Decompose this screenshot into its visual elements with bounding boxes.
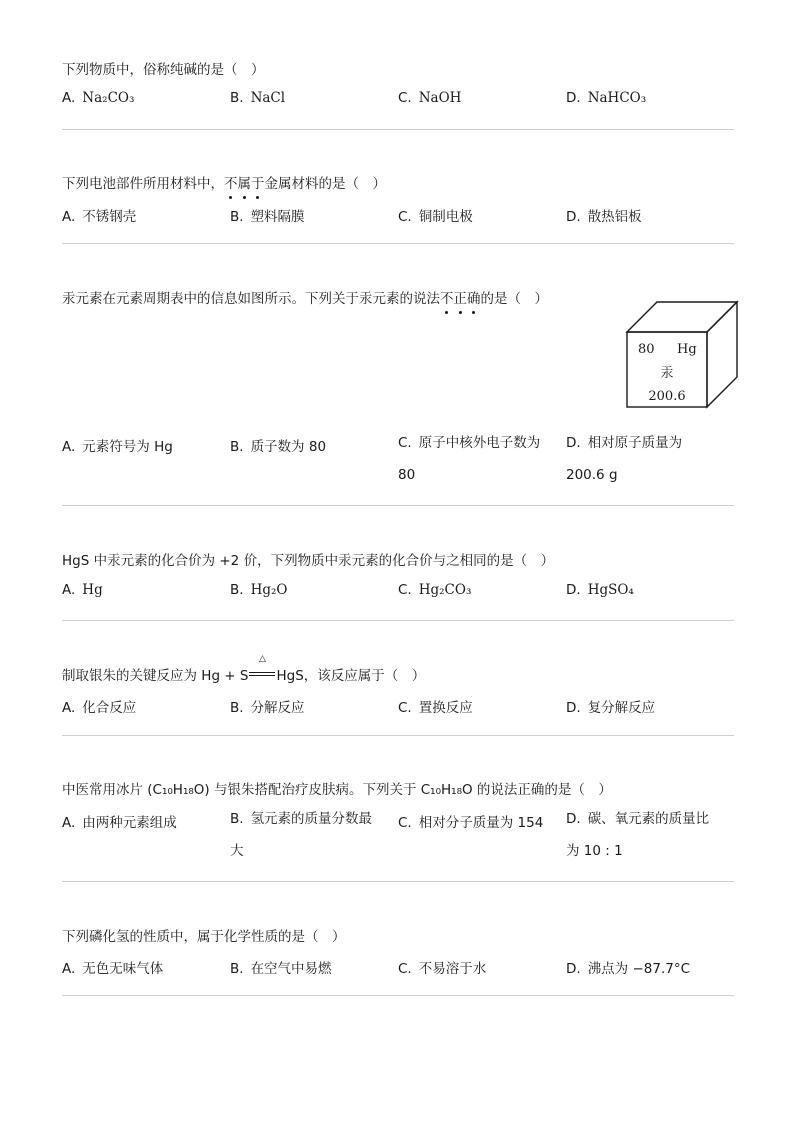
option-d[interactable]: D. 沸点为 −87.7°C: [566, 961, 691, 977]
atomic-mass: 200.6: [648, 389, 686, 404]
option-text: 相对原子质量为 200.6 g: [566, 435, 683, 483]
question-stem: 汞元素在元素周期表中的信息如图所示。下列关于汞元素的说法不正确的是（ ）: [62, 287, 548, 307]
option-text: 沸点为 −87.7°C: [587, 961, 691, 977]
divider: [62, 995, 734, 996]
option-b[interactable]: B. Hg₂O: [230, 582, 288, 598]
option-d[interactable]: D. 复分解反应: [566, 700, 656, 716]
option-c[interactable]: C. 不易溶于水: [398, 961, 487, 977]
option-c[interactable]: C. 相对分子质量为 154: [398, 815, 544, 831]
divider: [62, 735, 734, 736]
option-text: Hg₂O: [250, 582, 288, 598]
option-text: NaCl: [250, 90, 286, 106]
option-text: 复分解反应: [587, 700, 656, 716]
option-a[interactable]: A. Hg: [62, 582, 103, 598]
reaction-arrow: [249, 654, 275, 681]
option-a[interactable]: A. Na₂CO₃: [62, 90, 135, 106]
emphasis-char: 确: [467, 287, 481, 307]
question-stem: 制取银朱的关键反应为 Hg + S △ HgS，该反应属于（ ）: [62, 654, 426, 684]
divider: [62, 243, 734, 244]
option-b[interactable]: B. 质子数为 80: [230, 439, 327, 455]
emphasis-char: 属: [238, 172, 252, 192]
option-a[interactable]: A. 不锈钢壳: [62, 209, 137, 225]
question-stem: 下列物质中，俗称纯碱的是（ ）: [62, 62, 265, 78]
option-text: 不易溶于水: [418, 961, 487, 977]
divider: [62, 129, 734, 130]
option-text: NaOH: [418, 90, 462, 106]
option-text: 无色无味气体: [82, 961, 164, 977]
emphasis-char: 不: [224, 172, 238, 192]
option-text: 原子中核外电子数为 80: [398, 435, 541, 483]
divider: [62, 620, 734, 621]
option-text: 相对分子质量为 154: [418, 815, 544, 831]
emphasis-char: 于: [251, 172, 265, 192]
option-text: NaHCO₃: [587, 90, 647, 106]
option-text: 元素符号为 Hg: [82, 439, 173, 455]
option-text: HgSO₄: [587, 582, 634, 598]
option-c[interactable]: C. NaOH: [398, 90, 462, 106]
question-stem: 中医常用冰片 (C₁₀H₁₈O) 与银朱搭配治疗皮肤病。下列关于 C₁₀H₁₈O 的说法正确的是（ ）: [62, 782, 612, 798]
option-c[interactable]: C. Hg₂CO₃: [398, 582, 472, 598]
element-symbol: Hg: [677, 342, 697, 357]
option-a[interactable]: A. 化合反应: [62, 700, 137, 716]
option-text: 质子数为 80: [250, 439, 327, 455]
option-b[interactable]: B. 氢元素的质量分数最大: [230, 811, 373, 859]
divider: [62, 505, 734, 506]
option-b[interactable]: B. 分解反应: [230, 700, 305, 716]
option-a[interactable]: A. 元素符号为 Hg: [62, 439, 173, 455]
option-d[interactable]: D. 相对原子质量为 200.6 g: [566, 435, 683, 483]
option-c[interactable]: C. 原子中核外电子数为 80: [398, 435, 541, 483]
option-text: 分解反应: [250, 700, 305, 716]
divider: [62, 881, 734, 882]
option-text: 塑料隔膜: [250, 209, 305, 225]
option-b[interactable]: B. 在空气中易燃: [230, 961, 332, 977]
option-text: 氢元素的质量分数最大: [230, 811, 373, 859]
emphasis-char: 正: [454, 287, 468, 307]
option-text: 化合反应: [82, 700, 137, 716]
option-d[interactable]: D. 碳、氧元素的质量比为 10 : 1: [566, 811, 710, 859]
option-d[interactable]: D. NaHCO₃: [566, 90, 647, 106]
option-d[interactable]: D. HgSO₄: [566, 582, 634, 598]
element-card-hg: [622, 299, 742, 409]
option-b[interactable]: B. NaCl: [230, 90, 286, 106]
option-text: 不锈钢壳: [82, 209, 137, 225]
option-a[interactable]: A. 由两种元素组成: [62, 815, 177, 831]
option-b[interactable]: B. 塑料隔膜: [230, 209, 305, 225]
question-stem: HgS 中汞元素的化合价为 +2 价，下列物质中汞元素的化合价与之相同的是（ ）: [62, 553, 555, 569]
element-name: 汞: [660, 366, 674, 381]
option-d[interactable]: D. 散热铝板: [566, 209, 642, 225]
atomic-number: 80: [638, 342, 655, 357]
option-a[interactable]: A. 无色无味气体: [62, 961, 164, 977]
option-text: 铜制电极: [418, 209, 473, 225]
option-text: 在空气中易燃: [250, 961, 332, 977]
option-text: 碳、氧元素的质量比为 10 : 1: [566, 811, 710, 859]
option-text: Hg₂CO₃: [418, 582, 472, 598]
option-text: Hg: [82, 582, 103, 598]
option-text: 由两种元素组成: [82, 815, 177, 831]
option-text: Na₂CO₃: [82, 90, 135, 106]
option-c[interactable]: C. 置换反应: [398, 700, 473, 716]
question-stem: 下列磷化氢的性质中，属于化学性质的是（ ）: [62, 929, 346, 945]
question-stem: 下列电池部件所用材料中，不属于金属材料的是（ ）: [62, 172, 386, 192]
option-text: 散热铝板: [587, 209, 642, 225]
emphasis-char: 不: [440, 287, 454, 307]
option-c[interactable]: C. 铜制电极: [398, 209, 473, 225]
option-text: 置换反应: [418, 700, 473, 716]
heat-condition: △: [259, 654, 266, 664]
